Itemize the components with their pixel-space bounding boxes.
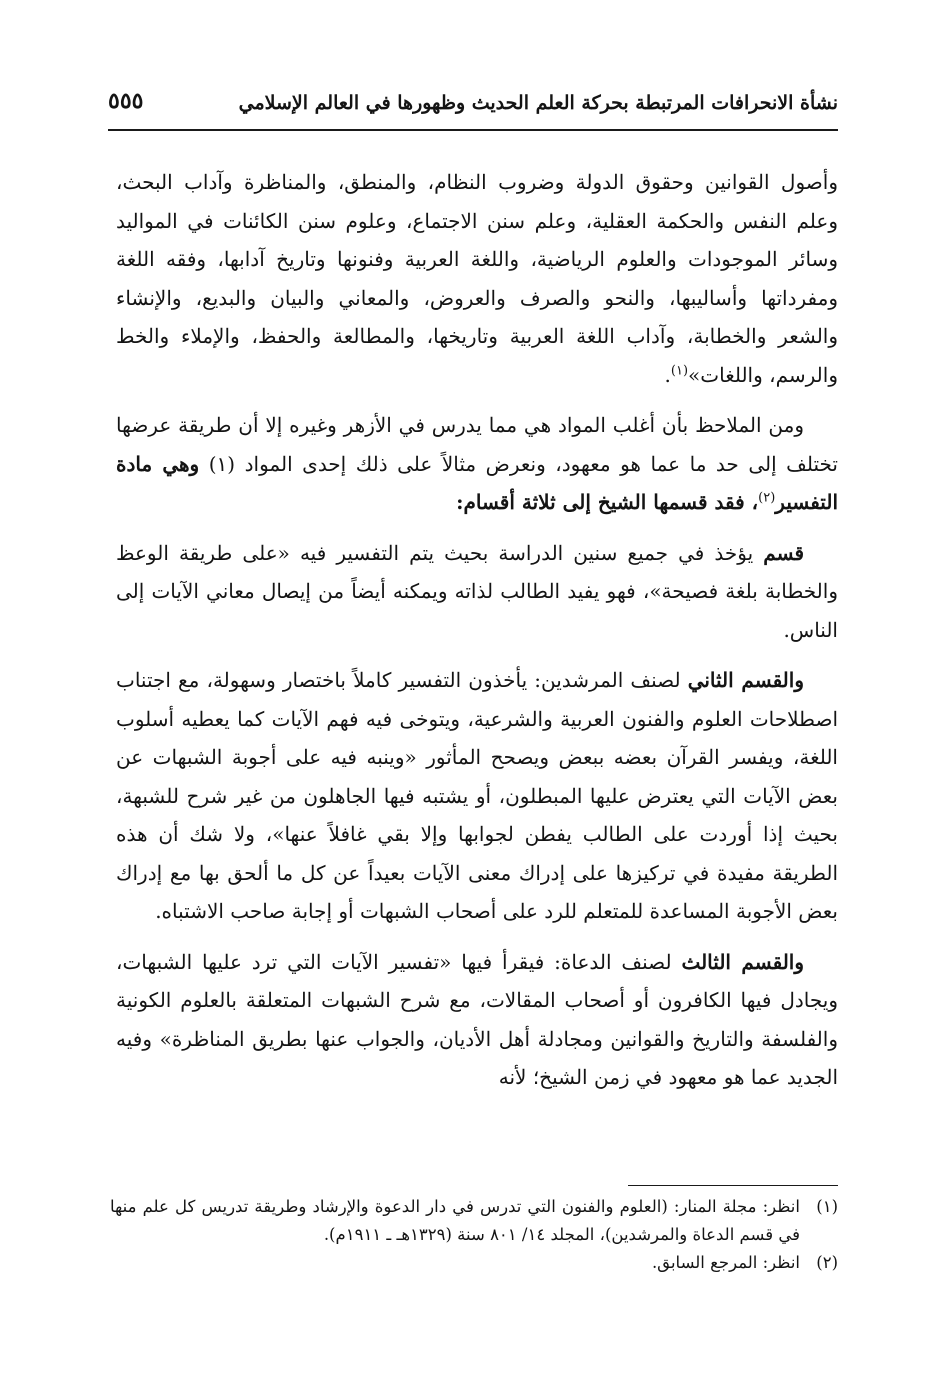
header-divider: [108, 129, 838, 131]
footnote-number: (٢): [816, 1253, 838, 1272]
running-header: [108, 86, 838, 126]
bold-phrase: وهي مادة التفسير: [116, 451, 838, 514]
paragraph-5: والقسم الثالث لصنف الدعاة: فيقرأ فيها «تفسير الآيات التي ترد عليها الشبهات، ويجادل فيها الكافرون أو أصحاب المقالات، مع شرح الشبهات المتعلقة بالعلوم الكونية والفلسفة والتاريخ والقوانين ومجادلة أهل الأديان، والجواب عنها بطريق المناظرة» وفيه الجديد عما هو معهود في زمن الشيخ؛ لأنه: [116, 949, 838, 1089]
footnote-1: [110, 1193, 838, 1249]
footnote-divider: [628, 1185, 838, 1186]
footnotes: [110, 1193, 838, 1277]
footnote-ref-1[interactable]: (١): [670, 362, 689, 378]
section-lead: والقسم الثالث: [681, 949, 804, 974]
header-title: نشأة الانحرافات المرتبطة بحركة العلم الحديث وظهورها في العالم الإسلامي: [238, 92, 838, 114]
paragraph-2: ومن الملاحظ بأن أغلب المواد هي مما يدرس في الأزهر وغيره إلا أن طريقة عرضها تختلف إلى حد ما عما هو معهود، ونعرض مثالاً على ذلك إحدى المواد (١) وهي مادة التفسير$^{(٢)}$، فقد قسمها الشيخ إلى ثلاثة أقسام:: [116, 413, 839, 514]
footnote-text: انظر: المرجع السابق.: [651, 1253, 800, 1272]
footnote-text: انظر: مجلة المنار: (العلوم والفنون التي تدرس في دار الدعوة والإرشاد وطريقة تدريس كل علم منها في قسم الدعاة والمرشدين)، المجلد ١٤/ ٨٠١ سنة (١٣٢٩هـ ـ ١٩١١م).: [110, 1197, 800, 1244]
paragraph-4: والقسم الثاني لصنف المرشدين: يأخذون التفسير كاملاً باختصار وسهولة، مع اجتناب اصطلاحات العلوم والفنون العربية والشرعية، ويتوخى فيه فهم الآيات كما يعطيه أسلوب اللغة، ويفسر القرآن بعضه ببعض ويصحح المأثور «وينبه فيه على أجوبة الشبهات عن بعض الآيات التي يعترض عليها المبطلون، أو يشتبه فيها الجاهلون من غير شرح للشبهة، بحيث إذا أوردت على الطالب يفطن لجوابها وإلا بقي غافلاً عنها»، ولا شك أن هذه الطريقة مفيدة في تركيزها على إدراك معنى الآيات بعيداً عن كل ما ألحق بها مع إدراك بعض الأجوبة المساعدة للمتعلم للرد على أصحاب الشبهات أو إجابة صاحب الاشتباه.: [116, 668, 838, 923]
section-lead: قسم: [763, 540, 805, 565]
bold-phrase: ، فقد قسمها الشيخ إلى ثلاثة أقسام:: [456, 490, 759, 514]
page-number: ٥٥٥: [108, 88, 144, 114]
paragraph-1: وأصول القوانين وحقوق الدولة وضروب النظام، والمنطق، والمناظرة وآداب البحث، وعلم النفس والحكمة العقلية، وعلم سنن الاجتماع، وعلوم سنن الكائنات في المواليد وسائر الموجودات والعلوم الرياضية، واللغة العربية وفنونها وتاريخ آدابها، وفقه اللغة ومفرداتها وأساليبها، والنحو والصرف والعروض، والمعاني والبيان والبديع، والإنشاء والشعر والخطابة، وآداب اللغة العربية وتاريخها، والمطالعة والحفظ، والإملاء والخط والرسم، واللغات»$^{(١)}$.: [116, 170, 839, 387]
paragraph-3: قسم يؤخذ في جميع سنين الدراسة بحيث يتم التفسير فيه «على طريقة الوعظ والخطابة بلغة فصيحة»، فهو يفيد الطالب لذاته ويمكنه أيضاً من إيصال معاني الآيات إلى الناس.: [116, 540, 838, 642]
footnote-ref-2[interactable]: (٢): [758, 490, 776, 506]
main-text: [116, 163, 838, 1109]
footnote-2: [110, 1249, 838, 1277]
footnote-number: (١): [816, 1197, 838, 1216]
section-lead: والقسم الثاني: [687, 668, 804, 692]
